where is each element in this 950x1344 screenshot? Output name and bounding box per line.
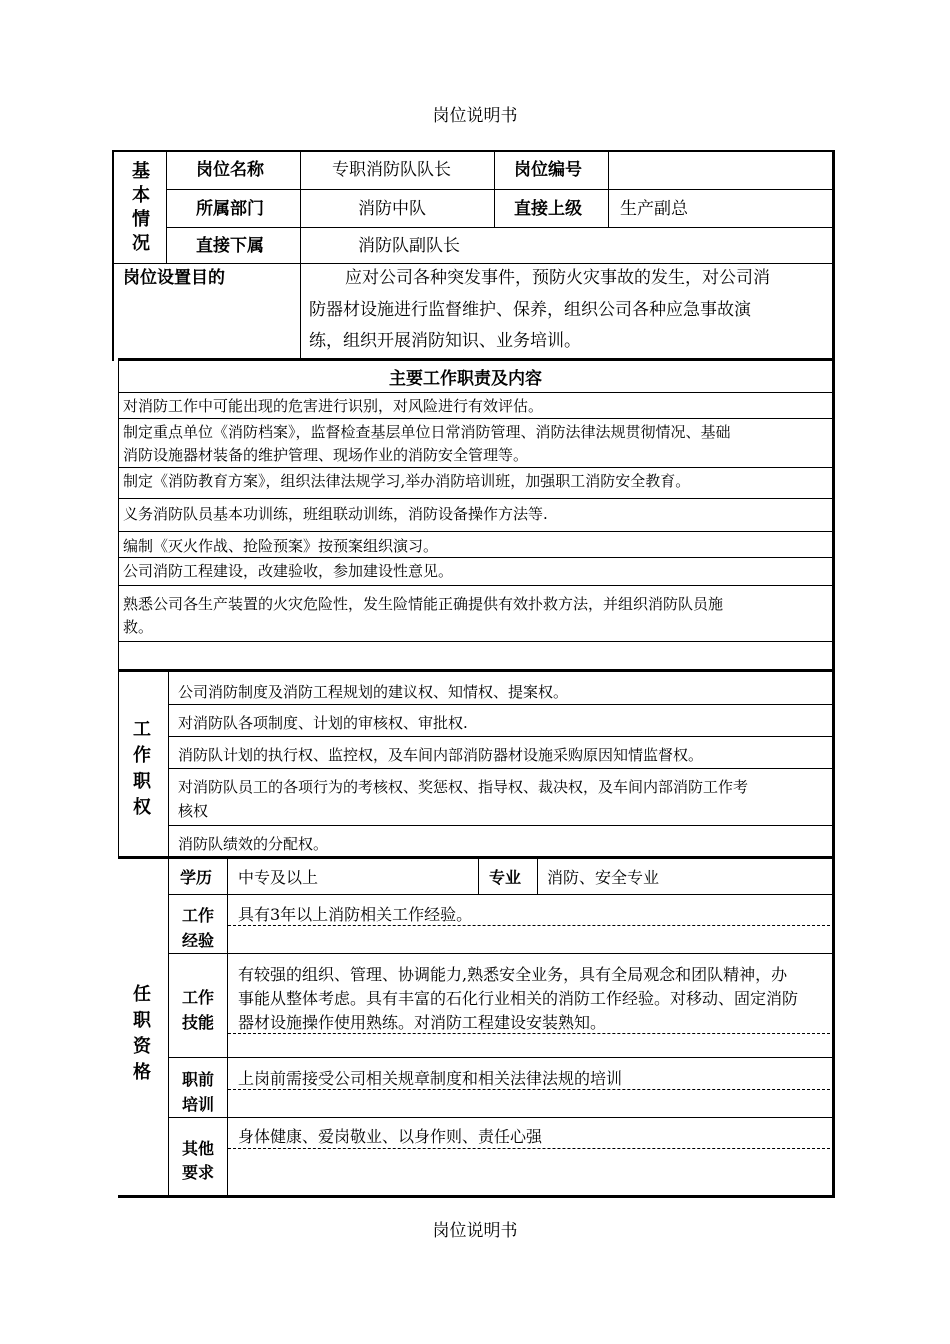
major-value: 消防、安全专业 <box>547 868 660 887</box>
duty-item: 义务消防队员基本功训练，班组联动训练，消防设备操作方法等. <box>123 505 548 523</box>
duty-item: 公司消防工程建设，改建验收，参加建设性意见。 <box>123 562 454 580</box>
other-requirements-value: 身体健康、爱岗敬业、以身作则、责任心强 <box>238 1127 543 1146</box>
purpose-line-1: 应对公司各种突发事件，预防火灾事故的发生，对公司消 <box>345 268 770 288</box>
duty-item: 熟悉公司各生产装置的火灾危险性，发生险情能正确提供有效扑救方法，并组织消防队员施 <box>123 595 724 613</box>
subordinate-label: 直接下属 <box>196 236 264 256</box>
authority-item: 核权 <box>178 802 209 820</box>
skills-label: 工作 <box>182 988 215 1007</box>
superior-label: 直接上级 <box>514 199 582 219</box>
major-label: 专业 <box>489 868 522 887</box>
purpose-label: 岗位设置目的 <box>123 268 225 288</box>
education-value: 中专及以上 <box>238 868 319 887</box>
experience-label: 经验 <box>182 931 215 950</box>
department-value: 消防中队 <box>358 199 426 219</box>
training-value: 上岗前需接受公司相关规章制度和相关法律法规的培训 <box>238 1069 623 1088</box>
skills-label: 技能 <box>182 1013 215 1032</box>
skills-line-1: 有较强的组织、管理、协调能力,熟悉安全业务，具有全局观念和团队精神，办 <box>238 965 788 984</box>
training-label: 培训 <box>182 1095 215 1114</box>
duties-title: 主要工作职责及内容 <box>389 369 542 389</box>
authority-item: 对消防队员工的各项行为的考核权、奖惩权、指导权、裁决权，及车间内部消防工作考 <box>178 778 749 796</box>
position-name-value: 专职消防队队长 <box>332 160 451 180</box>
table-left-border <box>112 150 114 361</box>
other-requirements-label: 其他 <box>182 1139 215 1158</box>
authority-section-label: 工作职权 <box>133 719 151 818</box>
superior-value: 生产副总 <box>620 199 688 219</box>
authority-item: 公司消防制度及消防工程规划的建议权、知情权、提案权。 <box>178 683 569 701</box>
table-top-border <box>112 150 834 152</box>
purpose-line-2: 防器材设施进行监督维护、保养，组织公司各种应急事故演 <box>309 300 751 320</box>
position-name-label: 岗位名称 <box>196 160 264 180</box>
authority-item: 消防队计划的执行权、监控权，及车间内部消防器材设施采购原因知情监督权。 <box>178 746 704 764</box>
duty-item: 制定《消防教育方案》，组织法律法规学习,举办消防培训班，加强职工消防安全教育。 <box>123 472 691 490</box>
training-label: 职前 <box>182 1070 215 1089</box>
experience-value: 具有3年以上消防相关工作经验。 <box>238 905 473 924</box>
skills-line-2: 事能从整体考虑。具有丰富的石化行业相关的消防工作经验。对移动、固定消防 <box>238 989 799 1008</box>
other-requirements-label: 要求 <box>182 1163 215 1182</box>
table-bottom-border <box>118 1195 835 1198</box>
qualification-section-label: 任职资格 <box>133 984 151 1083</box>
duty-item: 消防设施器材装备的维护管理、现场作业的消防安全管理等。 <box>123 446 529 464</box>
basic-info-section-label: 基本情况 <box>132 161 150 254</box>
authority-item: 消防队绩效的分配权。 <box>178 835 329 853</box>
department-label: 所属部门 <box>196 199 264 219</box>
page-header: 岗位说明书 <box>432 106 518 126</box>
page-footer: 岗位说明书 <box>432 1221 518 1241</box>
education-label: 学历 <box>180 868 213 887</box>
purpose-line-3: 练，组织开展消防知识、业务培训。 <box>309 331 581 351</box>
subordinate-value: 消防队副队长 <box>358 236 460 256</box>
position-no-label: 岗位编号 <box>514 160 582 180</box>
duty-item: 救。 <box>123 618 154 636</box>
experience-label: 工作 <box>182 906 215 925</box>
authority-item: 对消防队各项制度、计划的审核权、审批权. <box>178 714 468 732</box>
duty-item: 对消防工作中可能出现的危害进行识别，对风险进行有效评估。 <box>123 397 544 415</box>
skills-line-3: 器材设施操作使用熟练。对消防工程建设安装熟知。 <box>238 1013 607 1032</box>
table-right-border <box>832 150 835 1198</box>
duty-item: 制定重点单位《消防档案》，监督检查基层单位日常消防管理、消防法律法规贯彻情况、基础 <box>123 423 731 441</box>
duty-item: 编制《灭火作战、抢险预案》按预案组织演习。 <box>123 537 439 555</box>
